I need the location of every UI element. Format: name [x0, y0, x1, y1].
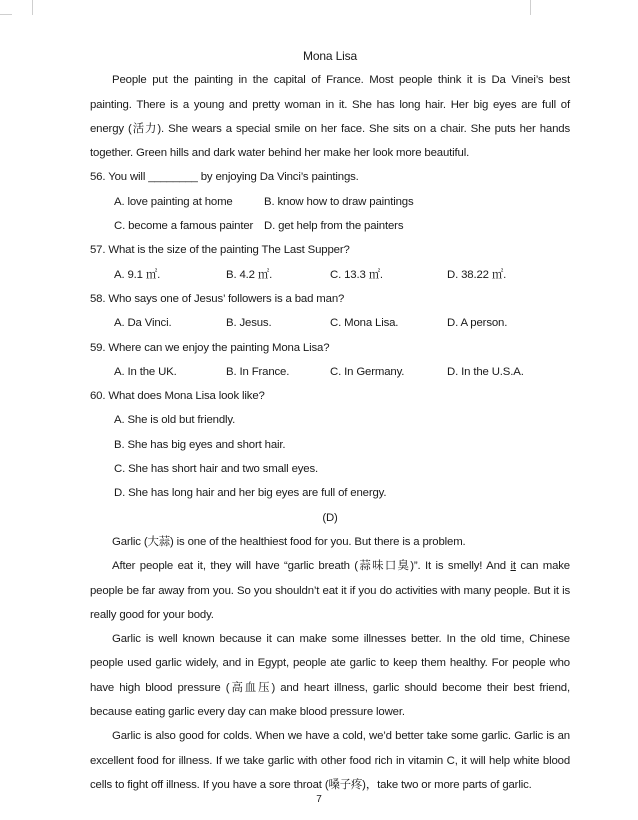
option: C. In Germany. — [330, 365, 405, 378]
option: A. Da Vinci. — [114, 317, 172, 330]
option: D. 38.22 ㎡. — [447, 268, 507, 281]
question-57-options — [90, 263, 570, 287]
option: C. 13.3 ㎡. — [330, 268, 383, 281]
passage-d-paragraph-2 — [90, 554, 570, 627]
question-60-options — [90, 408, 570, 505]
page-edge-line — [0, 14, 12, 15]
option: D. get help from the painters — [264, 220, 404, 233]
passage-d-paragraph-1: Garlic (大蒜) is one of the healthiest food for you. But there is a problem. — [112, 535, 466, 548]
option: A. love painting at home — [114, 195, 233, 208]
option: D. In the U.S.A. — [447, 365, 524, 378]
option: B. Jesus. — [226, 317, 272, 330]
option: A. In the UK. — [114, 365, 177, 378]
question-56: 56. You will ________ by enjoying Da Vinci’s paintings. — [90, 171, 359, 184]
paragraph-text: After people eat it, they will have “garlic breath (蒜味口臭)”. It is smelly! And — [112, 560, 511, 573]
paragraph-text: can make people be far away from you. So you shouldn’t eat it if you do activities with many people. But it is really good for your body. — [90, 560, 570, 621]
underlined-word: it — [510, 560, 516, 573]
option: D. A person. — [447, 317, 508, 330]
question-59: 59. Where can we enjoy the painting Mona Lisa? — [90, 341, 330, 354]
passage-d-paragraph-3: Garlic is well known because it can make some illnesses better. In the old time, Chinese people used garlic widely, and in Egypt, people ate garlic to keep them healthy. For people who have high blood pressure (高血压) and heart illness, garlic should become their best friend, because eating garlic every day can make blood pressure lower. — [90, 633, 570, 719]
option: C. Mona Lisa. — [330, 317, 399, 330]
option: B. She has big eyes and short hair. — [114, 438, 286, 451]
page-number: 7 — [316, 794, 322, 805]
question-57: 57. What is the size of the painting The Last Supper? — [90, 244, 350, 257]
option: C. become a famous painter — [114, 220, 254, 233]
question-60: 60. What does Mona Lisa look like? — [90, 390, 265, 403]
passage-title: Mona Lisa — [302, 49, 357, 63]
question-59-options — [90, 360, 570, 384]
passage-d-paragraph-4: Garlic is also good for colds. When we have a cold, we’d better take some garlic. Garlic is an excellent food for illness. If we take garlic with other food rich in vitamin C, it will help white blood cells to fight off illness. If you have a sore throat (嗓子疼)，take two or more parts of garlic. — [90, 730, 570, 791]
section-heading-d: (D) — [322, 511, 338, 524]
question-56-options — [90, 190, 570, 239]
page-corner-mark-left — [32, 0, 33, 15]
option: B. know how to draw paintings — [264, 195, 414, 208]
option: A. 9.1 ㎡. — [114, 268, 161, 281]
page-corner-mark-right — [530, 0, 531, 15]
option: B. 4.2 ㎡. — [226, 268, 273, 281]
option: C. She has short hair and two small eyes. — [114, 463, 319, 476]
option: D. She has long hair and her big eyes are full of energy. — [114, 487, 387, 500]
document-page — [90, 44, 570, 797]
question-58: 58. Who says one of Jesus’ followers is a bad man? — [90, 292, 345, 305]
option: A. She is old but friendly. — [114, 414, 236, 427]
question-58-options — [90, 311, 570, 335]
option: B. In France. — [226, 365, 290, 378]
passage-c-paragraph: People put the painting in the capital of France. Most people think it is Da Vinei’s best painting. There is a young and pretty woman in it. She has long hair. Her big eyes are full of energy (活力). She wears a special smile on her face. She sits on a chair. She puts her hands together. Green hills and dark water behind her make her look more beautiful. — [90, 74, 570, 160]
